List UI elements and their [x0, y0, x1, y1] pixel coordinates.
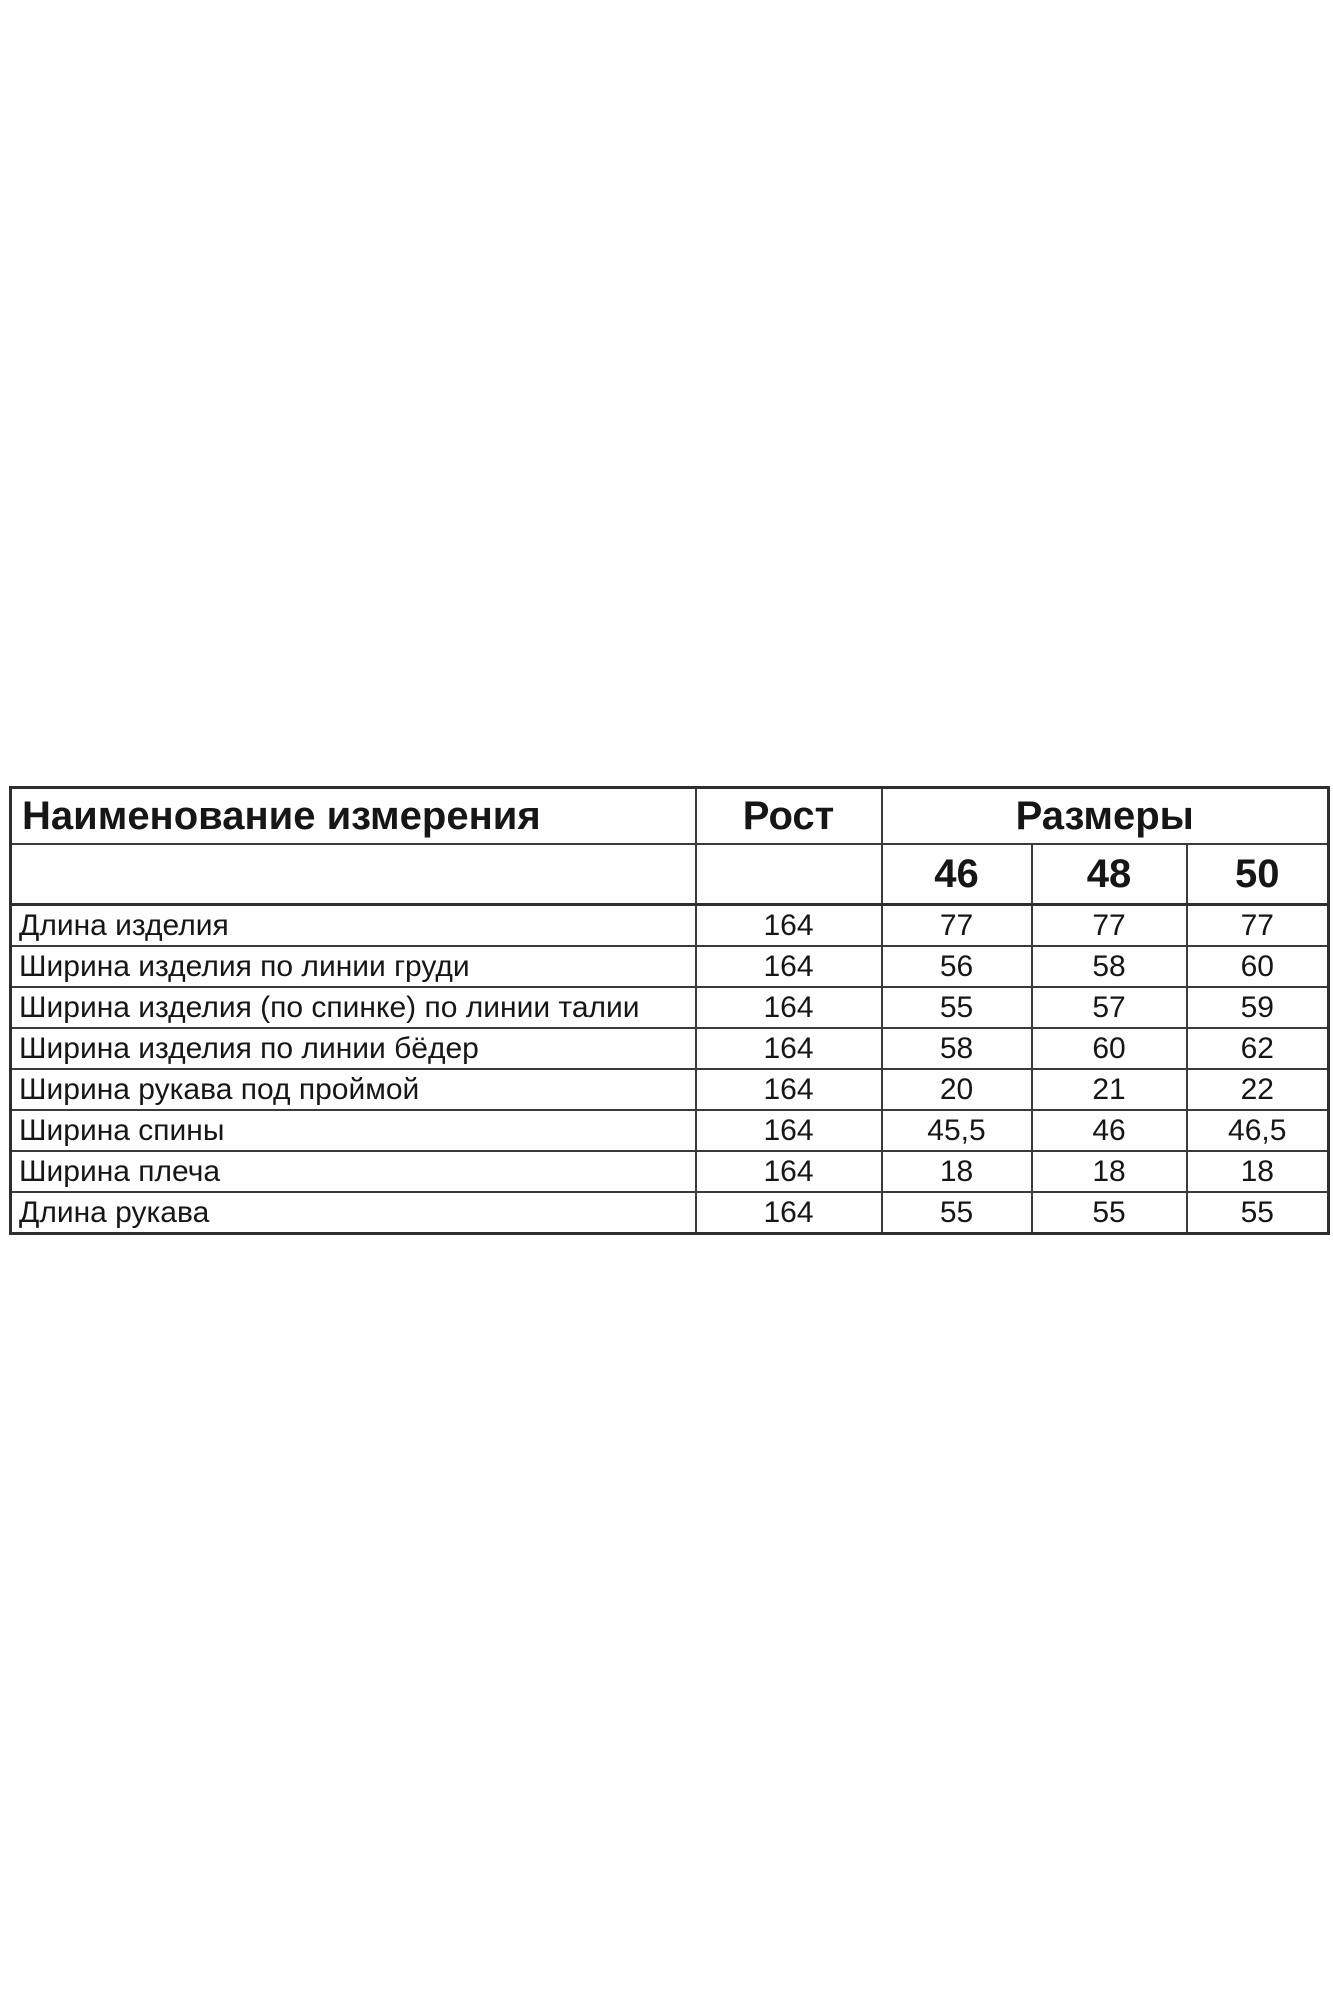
- size-46-value-cell: 56: [882, 946, 1032, 987]
- header-height: Рост: [696, 788, 882, 845]
- table-row: [11, 987, 1329, 1028]
- height-value-cell: 164: [696, 1110, 882, 1151]
- size-50-value-cell: 18: [1187, 1151, 1329, 1192]
- size-48-value-cell: 18: [1032, 1151, 1187, 1192]
- size-46-value-cell: 18: [882, 1151, 1032, 1192]
- height-value-cell: 164: [696, 1028, 882, 1069]
- header-row: [11, 788, 1329, 845]
- size-50-value-cell: 77: [1187, 905, 1329, 947]
- size-48-value-cell: 46: [1032, 1110, 1187, 1151]
- size-46-value-cell: 20: [882, 1069, 1032, 1110]
- table-row: [11, 1151, 1329, 1192]
- header-sizes: Размеры: [882, 788, 1329, 845]
- size-46-value-cell: 58: [882, 1028, 1032, 1069]
- size-50-value-cell: 22: [1187, 1069, 1329, 1110]
- measurement-name-cell: Ширина плеча: [11, 1151, 696, 1192]
- measurement-name-cell: Длина рукава: [11, 1192, 696, 1234]
- measurement-name-cell: Ширина изделия (по спинке) по линии талии: [11, 987, 696, 1028]
- measurement-name-cell: Ширина изделия по линии бёдер: [11, 1028, 696, 1069]
- size-46-value-cell: 77: [882, 905, 1032, 947]
- size-46-value-cell: 55: [882, 987, 1032, 1028]
- height-value-cell: 164: [696, 1151, 882, 1192]
- size-column-50: 50: [1187, 844, 1329, 905]
- measurement-name-cell: Ширина спины: [11, 1110, 696, 1151]
- table-row: [11, 1192, 1329, 1234]
- table-row: [11, 1028, 1329, 1069]
- size-50-value-cell: 59: [1187, 987, 1329, 1028]
- size-chart-table: [9, 786, 1330, 1235]
- header-measurement-name: Наименование измерения: [11, 788, 696, 845]
- size-50-value-cell: 60: [1187, 946, 1329, 987]
- table-row: [11, 946, 1329, 987]
- size-column-48: 48: [1032, 844, 1187, 905]
- measurement-name-cell: Ширина рукава под проймой: [11, 1069, 696, 1110]
- size-46-value-cell: 55: [882, 1192, 1032, 1234]
- height-value-cell: 164: [696, 946, 882, 987]
- size-48-value-cell: 77: [1032, 905, 1187, 947]
- size-column-46: 46: [882, 844, 1032, 905]
- size-48-value-cell: 21: [1032, 1069, 1187, 1110]
- size-48-value-cell: 60: [1032, 1028, 1187, 1069]
- size-46-value-cell: 45,5: [882, 1110, 1032, 1151]
- height-value-cell: 164: [696, 1192, 882, 1234]
- size-50-value-cell: 55: [1187, 1192, 1329, 1234]
- size-48-value-cell: 57: [1032, 987, 1187, 1028]
- height-value-cell: 164: [696, 905, 882, 947]
- size-48-value-cell: 58: [1032, 946, 1187, 987]
- table-row: [11, 905, 1329, 947]
- measurement-name-cell: Длина изделия: [11, 905, 696, 947]
- height-value-cell: 164: [696, 1069, 882, 1110]
- size-48-value-cell: 55: [1032, 1192, 1187, 1234]
- size-50-value-cell: 46,5: [1187, 1110, 1329, 1151]
- subheader-empty-height-cell: [696, 844, 882, 905]
- size-subheader-row: [11, 844, 1329, 905]
- height-value-cell: 164: [696, 987, 882, 1028]
- subheader-empty-name-cell: [11, 844, 696, 905]
- size-50-value-cell: 62: [1187, 1028, 1329, 1069]
- table-row: [11, 1110, 1329, 1151]
- table-row: [11, 1069, 1329, 1110]
- measurement-name-cell: Ширина изделия по линии груди: [11, 946, 696, 987]
